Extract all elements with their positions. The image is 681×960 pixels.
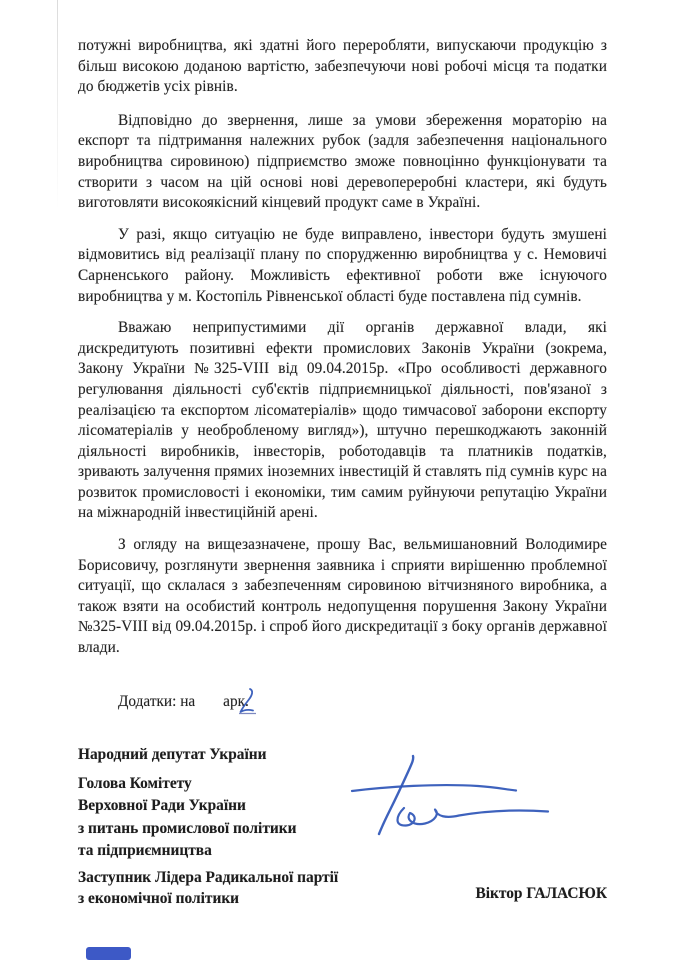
signer-role-committee-head (78, 773, 607, 863)
scan-edge-line (57, 0, 58, 210)
signature-block (78, 744, 607, 909)
paragraph: Вважаю неприпустимими дії органів державної влади, які дискредитують позитивні ефекти промислових Законів України (зокрема, Закону України №325-VIII від 09.04.2015р. «Про особливості державного регулювання діяльності суб'єктів підприємницької діяльності, пов'язаної з реалізацією та експортом лісоматеріалів» щодо тимчасової заборони експорту лісоматеріалів у необробленому вигляд»), штучно перешкоджають законній діяльності виробників, інвесторів, роботодавців та платників податків, зривають залучення прямих іноземних інвестицій й ставлять під сумнів курс на розвиток промисловості і економіки, тим самим руйнуючи репутацію України на міжнародній інвестиційній арені. (78, 319, 607, 522)
handwritten-page-count-icon (196, 686, 220, 716)
signer-name: Віктор ГАЛАСЮК (475, 885, 607, 902)
role-line: з економічної політики (78, 889, 240, 907)
paragraph: З огляду на вищезазначене, прошу Вас, вельмишановний Володимире Борисовичу, розглянути звернення заявника і сприяти вирішенню проблемної ситуації, що склалася з забезпеченням сировиною вітчизняного виробника, а також взяти на особистий контроль недопущення порушення Закону України №325-VIII від 09.04.2015р. і спроб його дискредитації з боку органів державної влади. (78, 536, 607, 657)
attachments-prefix: Додатки: на (118, 692, 196, 710)
role-line: Заступник Лідера Радикальної партії (78, 868, 339, 886)
letter-body (78, 36, 607, 716)
role-line: та підприємництва (78, 842, 212, 860)
attachments-line (78, 686, 607, 716)
paragraph: потужні виробництва, які здатні його переробляти, випускаючи продукцію з більш високою доданою вартістю, забезпечуючи нові робочі місця та податки до бюджетів усіх рівнів. (78, 37, 607, 96)
role-line: з питань промислової політики (78, 819, 297, 837)
paragraph: Відповідно до звернення, лише за умови збереження мораторію на експорт та підтримання належних рубок (задля забезпечення національного виробництва сировиною) підприємство зможе повноцінно функціонувати та створити з часом на цій основі нові деревопереробні кластери, які будуть виготовляти високоякісний кінцевий продукт саме в Україні. (78, 111, 607, 212)
paragraph: У разі, якщо ситуацію не буде виправлено, інвестори будуть змушені відмовитись від реалізації плану по спорудженню виробництва у с. Немовичі Сарненського району. Можливість ефективної роботи вже існуючого виробництва у м. Костопіль Рівненської області буде поставлена під сумнів. (78, 225, 607, 305)
blue-accent-bar (86, 947, 131, 960)
signer-role-deputy: Народний депутат України (78, 746, 267, 763)
role-line: Голова Комітету (78, 775, 192, 792)
attachments-suffix: арк. (223, 692, 249, 710)
role-line: Верховної Ради України (78, 797, 246, 815)
